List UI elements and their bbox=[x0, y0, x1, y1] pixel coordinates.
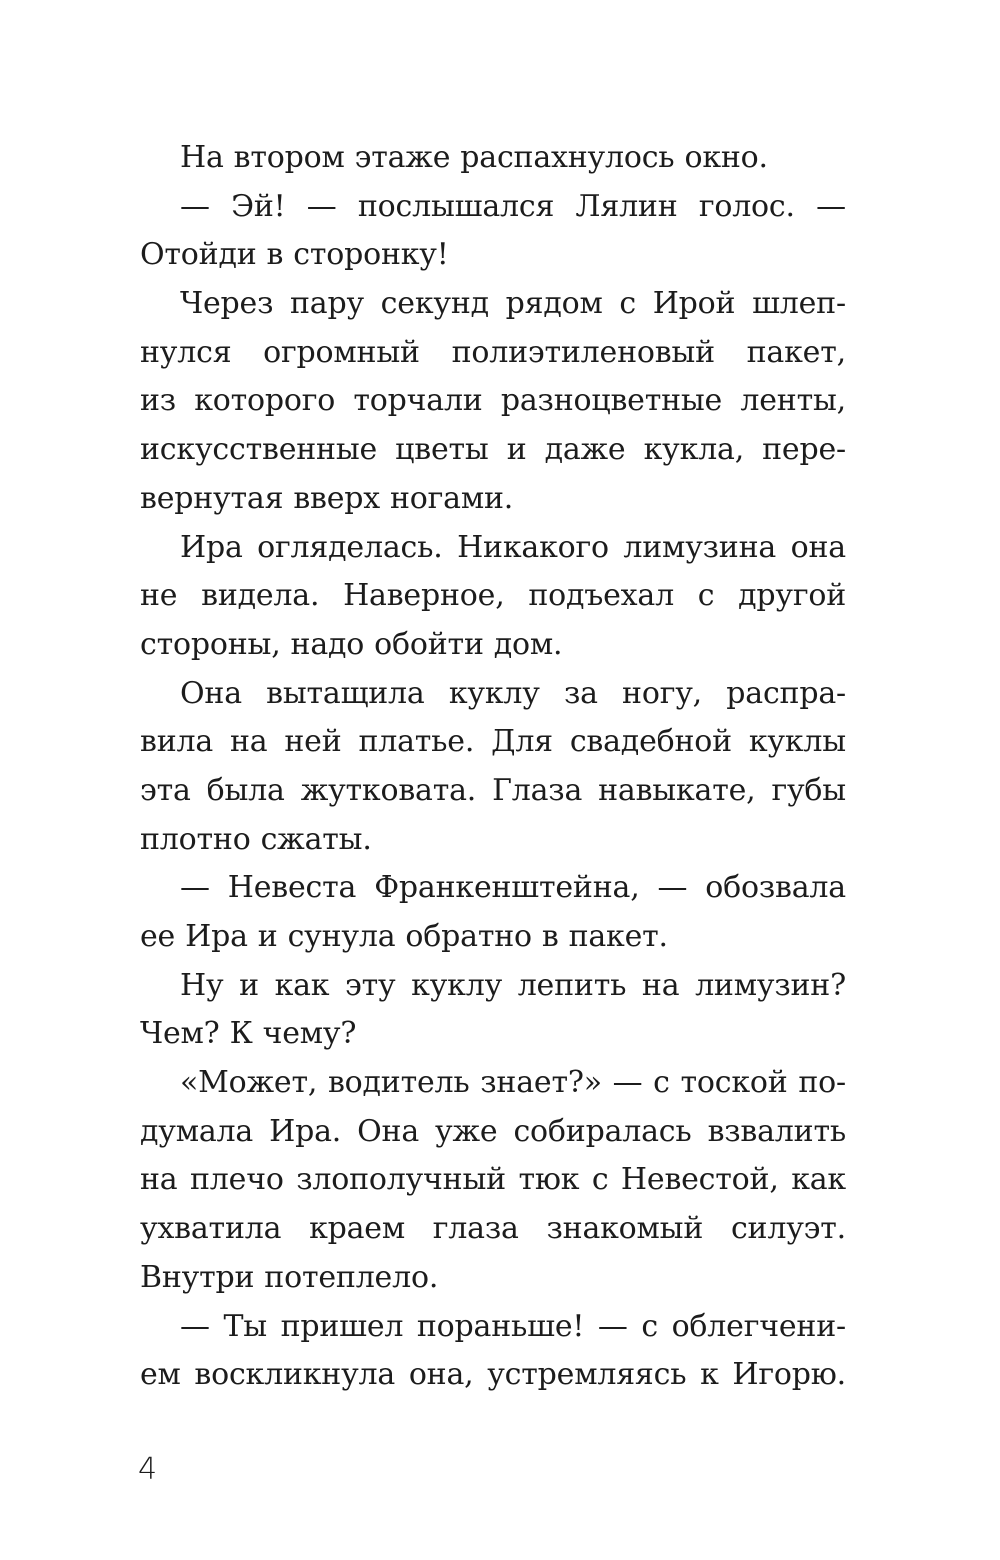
page-number: 4 bbox=[138, 1452, 158, 1487]
text-line: думала Ира. Она уже собиралась взвалить bbox=[140, 1113, 846, 1149]
text-line: ее Ира и сунула обратно в пакет. bbox=[140, 919, 668, 954]
text-line: вила на ней платье. Для свадебной куклы bbox=[140, 724, 846, 760]
text-line: вернутая вверх ногами. bbox=[140, 480, 514, 516]
text-line: Ира огляделась. Никакого лимузина она bbox=[180, 529, 846, 565]
body-text bbox=[140, 134, 846, 1400]
text-line: Через пару секунд рядом с Ирой шлеп- bbox=[180, 286, 846, 322]
text-line: На втором этаже распахнулось окно. bbox=[180, 140, 768, 175]
text-line: не видела. Наверное, подъехал с другой bbox=[140, 578, 846, 614]
text-line: стороны, надо обойти дом. bbox=[140, 626, 563, 662]
text-line: Отойди в сторонку! bbox=[140, 237, 449, 273]
text-line: Внутри потеплело. bbox=[140, 1259, 439, 1295]
text-line: — Ты пришел пораньше! — с облегчени- bbox=[180, 1308, 846, 1344]
text-line: нулся огромный полиэтиленовый пакет, bbox=[140, 334, 846, 370]
text-line: — Эй! — послышался Лялин голос. — bbox=[180, 188, 846, 224]
text-line: плотно сжаты. bbox=[140, 821, 372, 857]
text-line: Ну и как эту куклу лепить на лимузин? bbox=[180, 967, 846, 1003]
text-line: на плечо злополучный тюк с Невестой, как bbox=[140, 1162, 846, 1198]
text-line: — Невеста Франкенштейна, — обозвала bbox=[180, 870, 846, 906]
text-line: «Может, водитель знает?» — с тоской по- bbox=[180, 1065, 846, 1101]
text-line: эта была жутковата. Глаза навыкате, губы bbox=[140, 772, 846, 808]
text-line: из которого торчали разноцветные ленты, bbox=[140, 383, 846, 419]
text-line: искусственные цветы и даже кукла, пере- bbox=[140, 432, 846, 468]
text-line: ем воскликнула она, устремляясь к Игорю. bbox=[140, 1357, 846, 1393]
text-line: Чем? К чему? bbox=[140, 1016, 357, 1052]
text-line: ухватила краем глаза знакомый силуэт. bbox=[140, 1211, 846, 1247]
text-line: Она вытащила куклу за ногу, распра- bbox=[180, 675, 846, 711]
